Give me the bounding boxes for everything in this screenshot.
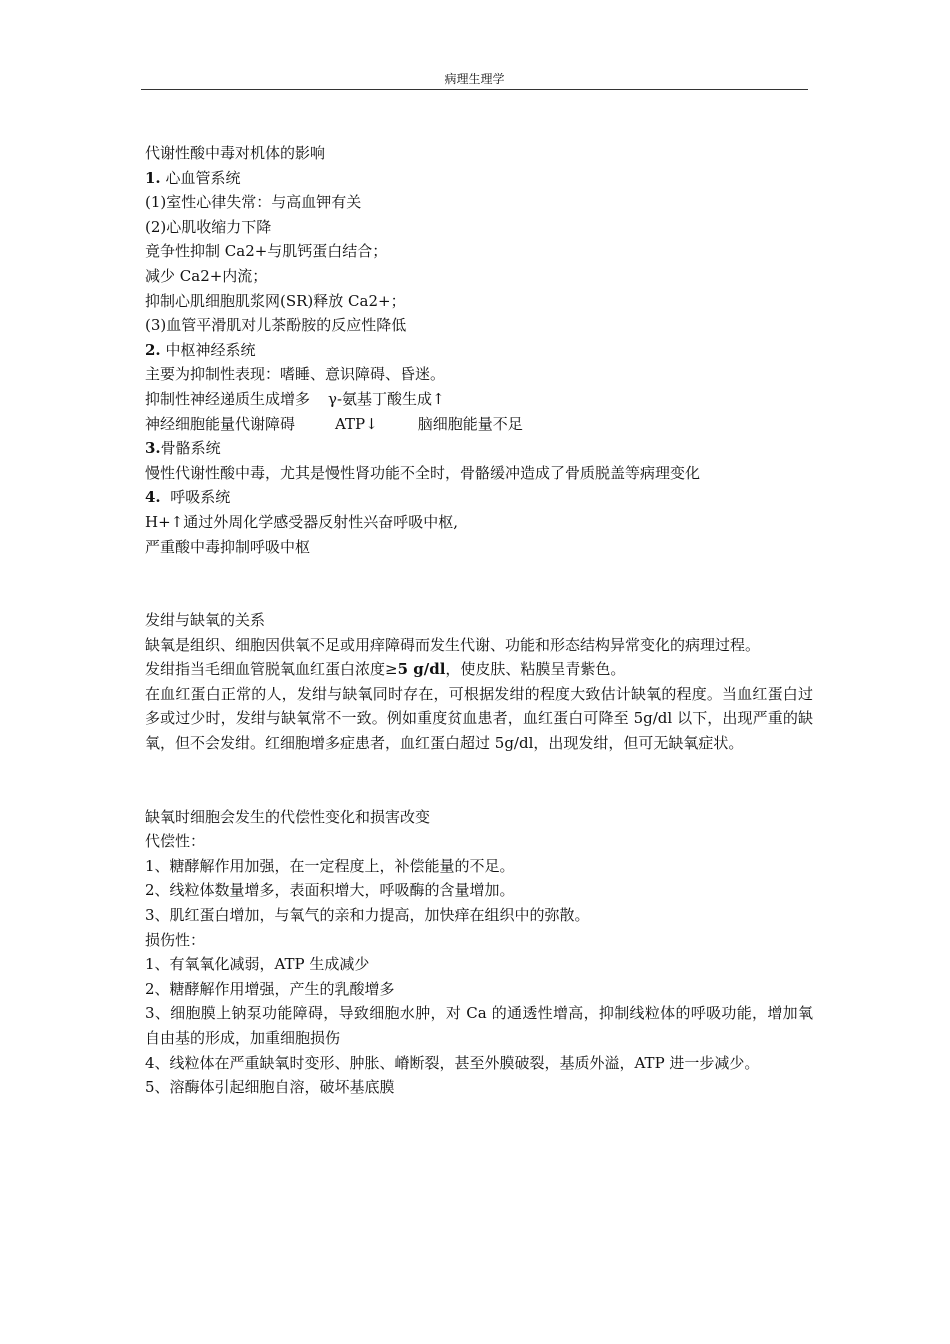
list-item: 1、有氧氧化减弱，ATP 生成减少 (145, 955, 370, 974)
text-segment: 发绀指当毛细血管脱氧血红蛋白浓度≥ (145, 660, 398, 679)
text-line-cyanosis-definition (145, 657, 813, 682)
text-line-atp (145, 412, 813, 437)
list-item: 3、细胞膜上钠泵功能障碍，导致细胞水肿，对 Ca 的通透性增高，抑制线粒体的呼吸功能，增加氧自由基的形成，加重细胞损伤 (145, 1004, 813, 1047)
list-item: 2、糖酵解作用增强，产生的乳酸增多 (145, 979, 395, 998)
page-header (141, 72, 808, 90)
list-item: 1、糖酵解作用加强，在一定程度上，补偿能量的不足。 (145, 856, 515, 875)
list-item: 5、溶酶体引起细胞自溶，破坏基底膜 (145, 1078, 395, 1097)
text-line: (1)室性心律失常：与高血钾有关 (145, 193, 362, 212)
section-title-acidosis: 代谢性酸中毒对机体的影响 (145, 144, 326, 162)
header-title: 病理生理学 (444, 72, 505, 86)
heading-text: 骨骼系统 (160, 439, 221, 458)
heading-skeletal (145, 436, 813, 461)
text-line: 减少 Ca2+内流； (145, 266, 268, 285)
text-segment: 神经细胞能量代谢障碍 (145, 414, 296, 433)
text-segment-bold: 5 g/dl (397, 660, 446, 679)
list-item: 2、线粒体数量增多，表面积增大，呼吸酶的含量增加。 (145, 881, 515, 900)
text-line: H+↑通过外周化学感受器反射性兴奋呼吸中枢, (145, 512, 458, 531)
document-body (145, 141, 813, 1100)
text-line: (2)心肌收缩力下降 (145, 217, 272, 236)
heading-number: 3. (145, 439, 161, 458)
subheading-damage: 损伤性： (145, 930, 206, 949)
text-line: 严重酸中毒抑制呼吸中枢 (145, 537, 311, 556)
text-segment: 抑制性神经递质生成增多 (145, 389, 311, 408)
heading-number: 1. (145, 168, 161, 187)
text-segment: γ-氨基丁酸生成↑ (328, 389, 445, 408)
heading-cns (145, 338, 813, 363)
heading-respiratory (145, 485, 813, 510)
heading-number: 4. (145, 488, 161, 507)
subheading-compensatory: 代偿性： (145, 832, 206, 851)
list-item: 3、肌红蛋白增加，与氧气的亲和力提高，加快痒在组织中的弥散。 (145, 906, 590, 925)
section-title-hypoxia-cells: 缺氧时细胞会发生的代偿性变化和损害改变 (145, 807, 431, 826)
section-title-cyanosis: 发绀与缺氧的关系 (145, 611, 266, 630)
text-segment: ATP↓ (335, 414, 378, 433)
text-line: 竟争性抑制 Ca2+与肌钙蛋白结合； (145, 242, 388, 261)
text-line: 抑制心肌细胞肌浆网(SR)释放 Ca2+； (145, 291, 406, 310)
text-segment: ，使皮肤、粘膜呈青紫色。 (445, 660, 626, 679)
text-segment: 脑细胞能量不足 (417, 414, 523, 433)
heading-text: 中枢神经系统 (160, 340, 256, 359)
heading-cardiovascular (145, 166, 813, 191)
text-line-gaba (145, 387, 813, 412)
text-line: (3)血管平滑肌对儿茶酚胺的反应性降低 (145, 316, 407, 335)
text-line: 主要为抑制性表现：嗜睡、意识障碍、昏迷。 (145, 365, 446, 384)
heading-text: 心血管系统 (160, 168, 241, 187)
text-line: 慢性代谢性酸中毒，尤其是慢性肾功能不全时，骨骼缓冲造成了骨质脱盖等病理变化 (145, 463, 701, 482)
paragraph: 在血红蛋白正常的人，发绀与缺氧同时存在，可根据发绀的程度大致估计缺氧的程度。当血红蛋白过多或过少时，发绀与缺氧常不一致。例如重度贫血患者，血红蛋白可降至 5g/dl 以下，出现严重的缺氧，但不会发绀。红细胞增多症患者，血红蛋白超过 5g/dl，出现发绀，但可无缺氧症状。 (145, 684, 813, 753)
list-item: 4、线粒体在严重缺氧时变形、肿胀、嵴断裂，甚至外膜破裂，基质外溢，ATP 进一步减少。 (145, 1053, 760, 1072)
text-line: 缺氧是组织、细胞因供氧不足或用痒障碍而发生代谢、功能和形态结构异常变化的病理过程。 (145, 635, 761, 654)
heading-number: 2. (145, 340, 161, 359)
heading-text: 呼吸系统 (160, 488, 231, 507)
